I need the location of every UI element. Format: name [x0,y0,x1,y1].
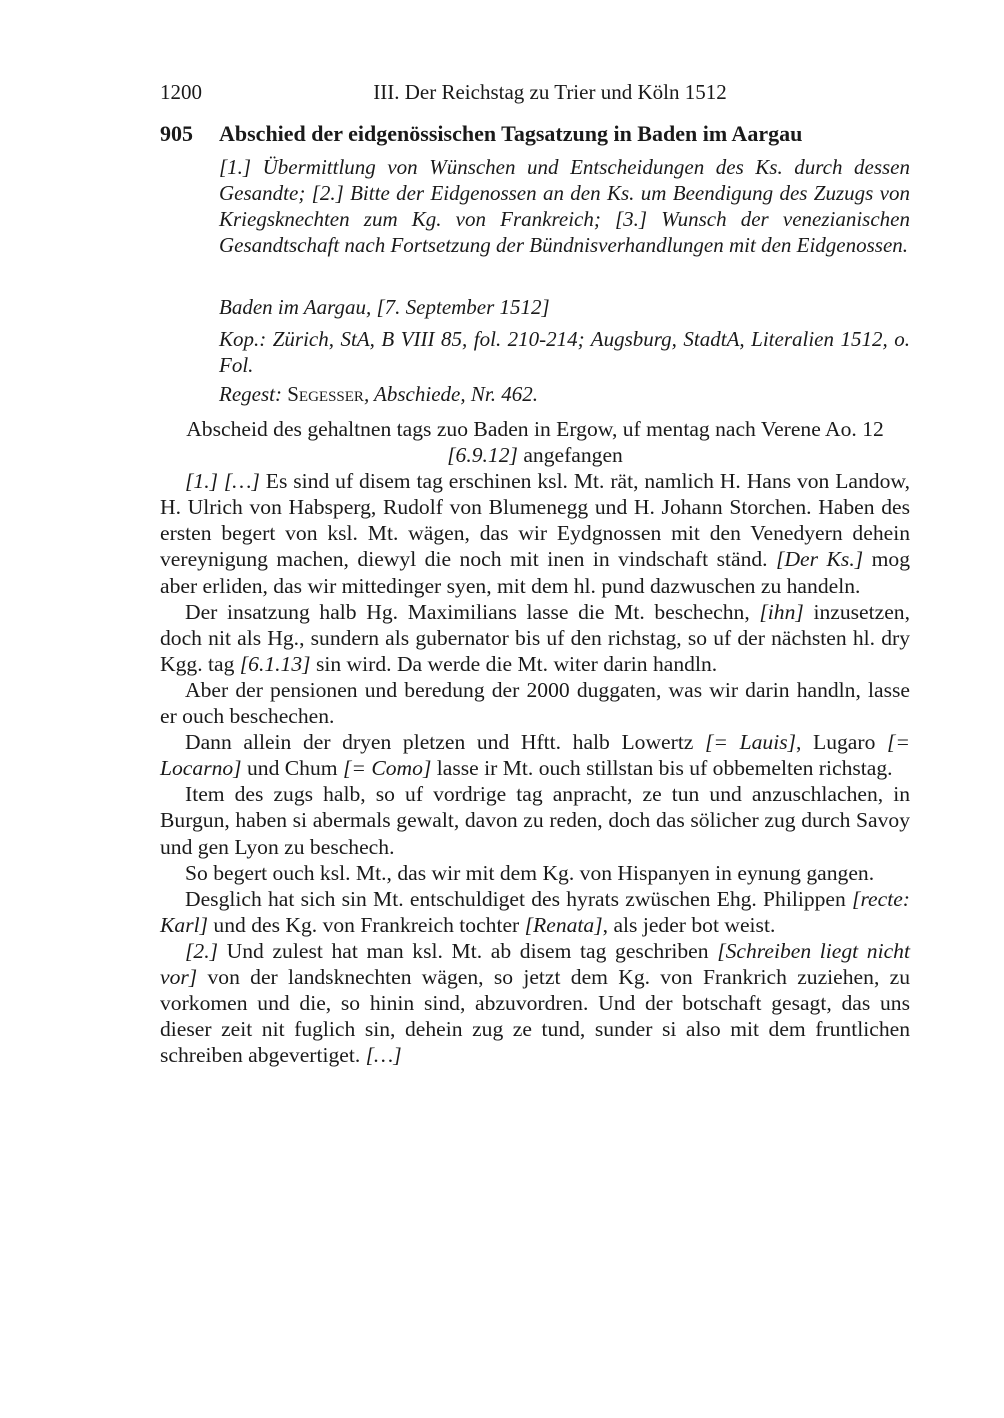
running-title: III. Der Reichstag zu Trier und Köln 1512 [373,80,727,104]
editorial-note: [Renata] [524,912,603,937]
sources-note: Kop.: Zürich, StA, B VIII 85, fol. 210-214; Augsburg, StadtA, Literalien 1512, o. Fol. [219,327,910,377]
paragraph-6: So begert ouch ksl. Mt., das wir mit dem Kg. von Hispanyen in eynung gangen. [185,860,875,885]
editorial-note: [recte: Karl] [160,886,910,937]
editorial-note: [= Lauis] [705,730,797,755]
paragraph-2: Der insatzung halb Hg. Maximilians lasse die Mt. beschechn, [ihn] inzusetzen, doch nit als Hg., sundern als gubernator bis uf den richstag, so uf der nächsten hl. dry Kgg. tag [6.1.13] sin wird. Da werde die Mt. witer darin handln. [160,599,910,676]
paragraph-7: Desglich hat sich sin Mt. entschuldiget des hyrats zwüschen Ehg. Philippen [recte: Karl] und des Kg. von Frankreich tochter [Renata], als jeder bot weist. [160,886,910,937]
document-number: 905 [160,121,193,146]
editorial-note: [= Locarno] [160,730,910,781]
editorial-date: [6.1.13] [239,651,311,676]
section-marker: [1.] […] [185,469,260,494]
regest-label: Regest: [219,382,282,406]
running-header [160,80,910,108]
regest-author: Segesser [287,382,364,406]
text-title-part: Abscheid des gehaltnen tags zuo Baden in Ergow, uf mentag nach Verene Ao. 12 [186,417,884,441]
paragraph-3: Aber der pensionen und beredung der 2000 duggaten, was wir darin handln, lasse er ouch beschechen. [160,677,910,729]
document-summary: [1.] Übermittlung von Wünschen und Entscheidungen des Ks. durch dessen Gesandte; [2.] Bitte der Eidgenossen an den Ks. um Beendigung des Zuzugs von Kriegsknechten zum Kg. von Frankreich; [3.] Wunsch der venezianischen Gesandtschaft nach Fortsetzung der Bündnisverhandlungen mit den Eidgenossen. [219,155,910,257]
editorial-note: [ihn] [759,599,804,624]
editorial-note: [Schreiben liegt nicht vor] [160,938,910,989]
paragraph-4: Dann allein der dryen pletzen und Hftt. halb Lowertz [= Lauis], Lugaro [= Locarno] und Chum [= Como] lasse ir Mt. ouch stillstan bis uf obbemelten richstag. [160,730,910,781]
paragraph-1: [1.] […] Es sind uf disem tag erschinen ksl. Mt. rät, namlich H. Hans von Landow, H. Ulrich von Habsperg, Rudolf von Blumenegg und H. Johann Storchen. Haben des ersten begert von ksl. Mt. wägen, das wir Eydgnossen mit den Venedyern dehein vereynigung machen, diewyl die noch mit inen in vindschaft ständ. [Der Ks.] mog aber erliden, das wir mittedinger syen, mit dem hl. pund dazwuschen zu handeln. [160,469,910,598]
section-marker: [2.] [185,938,219,963]
page-number: 1200 [160,80,202,104]
editorial-omission: […] [365,1043,402,1068]
document-title: Abschied der eidgenössischen Tagsatzung in Baden im Aargau [219,121,803,146]
text-title [160,416,910,468]
document-body [160,416,910,1068]
regest-reference: , Abschiede, Nr. 462. [363,382,538,406]
document-heading [160,121,920,147]
paragraph-5: Item des zugs halb, so uf vordrige tag anpracht, ze tun und anzuschlachen, in Burgun, haben si abermals gewalt, davon zu reden, doch das sölicher zug durch Savoy und gen Lyon zu beschech. [160,782,910,859]
text-title-end: angefangen [517,443,623,468]
editorial-note: [Der Ks.] [776,547,864,572]
paragraph-8: [2.] Und zulest hat man ksl. Mt. ab disem tag geschriben [Schreiben liegt nicht vor] von der landsknechten wägen, so jetzt dem Kg. von Frankrich zuziehen, zu vorkomen und die, so hinin sind, abzuvordren. Und der botschaft gesagt, das uns dieser zeit nit fuglich sin, dehein zug ze tund, sunder si also mit dem fruntlichen schreiben abgevertiget. […] [160,938,910,1068]
editorial-note: [= Como] [342,756,432,781]
regest-note [219,381,910,407]
place-date: Baden im Aargau, [7. September 1512] [219,295,550,319]
editorial-date: [6.9.12] [447,443,518,468]
